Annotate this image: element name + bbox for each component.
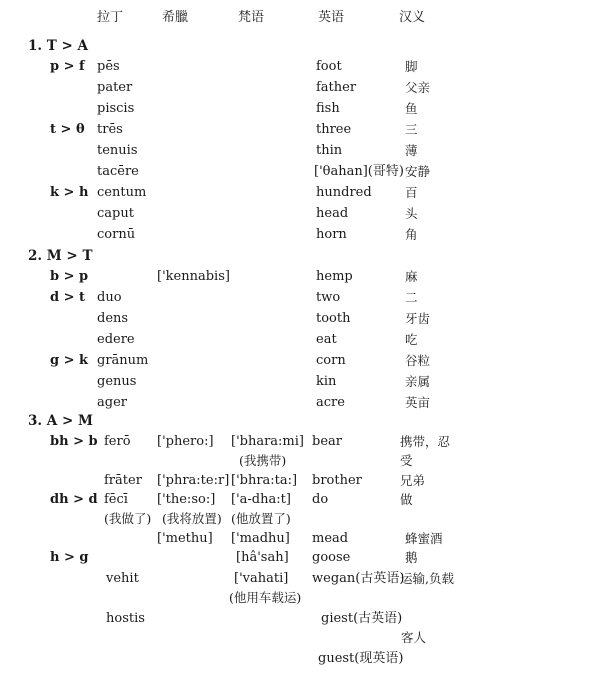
rule-label: t > θ (50, 122, 85, 137)
section-title: 1. T > A (28, 38, 89, 54)
greek-gloss: (我将放置) (162, 511, 222, 526)
greek-word: ['kennabis] (157, 269, 230, 284)
english-word: goose (312, 550, 351, 565)
latin-gloss: (我做了) (104, 511, 152, 526)
english-word: mead (312, 531, 349, 546)
english-word: ['θahan](哥特) (314, 164, 404, 179)
latin-word: frāter (104, 473, 142, 488)
header-latin: 拉丁 (97, 10, 124, 25)
chinese-meaning: 薄 (405, 143, 418, 158)
english-word: kin (316, 374, 337, 389)
latin-word: dens (97, 311, 129, 326)
chinese-meaning: 亲属 (405, 374, 431, 389)
chinese-meaning: 二 (405, 290, 418, 305)
english-word: foot (316, 59, 342, 74)
latin-word: centum (97, 185, 147, 200)
latin-word: cornū (97, 227, 136, 242)
sanskrit-word: ['bhra:ta:] (231, 473, 298, 488)
chinese-meaning: 安静 (405, 164, 431, 179)
chinese-meaning: 麻 (405, 269, 418, 284)
rule-label: h > g (50, 550, 89, 565)
english-word: tooth (316, 311, 351, 326)
english-word: acre (316, 395, 345, 410)
chinese-meaning: 客人 (401, 630, 427, 645)
sanskrit-gloss: (他用车载运) (229, 590, 302, 605)
section-title: 3. A > M (28, 413, 93, 429)
rule-label: g > k (50, 353, 89, 368)
english-word: corn (316, 353, 346, 368)
latin-word: genus (97, 374, 137, 389)
latin-word: vehit (106, 571, 139, 586)
header-english: 英语 (318, 10, 345, 25)
greek-word: ['phero:] (157, 434, 214, 449)
chinese-meaning: 鹅 (405, 550, 418, 565)
latin-word: hostis (106, 611, 145, 626)
latin-word: tacēre (97, 164, 139, 179)
chinese-meaning: 鱼 (405, 101, 418, 116)
latin-word: duo (97, 290, 122, 305)
latin-word: fēcī (104, 492, 128, 507)
section-title: 2. M > T (28, 248, 93, 264)
chinese-meaning: 牙齿 (405, 311, 431, 326)
english-word: wegan(古英语) (312, 571, 405, 586)
rule-label: dh > d (50, 492, 98, 507)
english-word: bear (312, 434, 342, 449)
chinese-meaning: 百 (405, 185, 418, 200)
rule-label: p > f (50, 59, 85, 74)
latin-word: ager (97, 395, 127, 410)
sanskrit-gloss: (他放置了) (231, 511, 291, 526)
english-word: father (316, 80, 357, 95)
greek-word: ['methu] (157, 531, 213, 546)
rule-label: b > p (50, 269, 89, 284)
latin-word: ferō (104, 434, 131, 449)
latin-word: piscis (97, 101, 135, 116)
rule-label: bh > b (50, 434, 98, 449)
english-word: horn (316, 227, 347, 242)
chinese-meaning: 运输,负载 (400, 571, 454, 586)
rule-label: k > h (50, 185, 89, 200)
chinese-meaning: 吃 (405, 332, 418, 347)
chinese-meaning: 头 (405, 206, 418, 221)
chinese-meaning: 蜂蜜酒 (405, 531, 443, 546)
chinese-meaning: 做 (400, 492, 413, 507)
chinese-meaning: 谷粒 (405, 353, 431, 368)
greek-word: ['the:so:] (157, 492, 216, 507)
latin-word: grānum (97, 353, 149, 368)
english-word: eat (316, 332, 337, 347)
header-greek: 希臘 (162, 10, 189, 25)
latin-word: caput (97, 206, 134, 221)
english-word: fish (316, 101, 340, 116)
sanskrit-word: ['madhu] (231, 531, 290, 546)
english-word: hemp (316, 269, 353, 284)
latin-word: edere (97, 332, 135, 347)
english-word: two (316, 290, 341, 305)
header-sanskrit: 梵语 (238, 10, 265, 25)
english-word: do (312, 492, 329, 507)
sanskrit-word: ['vahati] (234, 571, 289, 586)
chinese-meaning: 三 (405, 122, 418, 137)
greek-word: ['phra:te:r] (157, 473, 230, 488)
latin-word: pēs (97, 59, 120, 74)
chinese-meaning: 脚 (405, 59, 418, 74)
latin-word: tenuis (97, 143, 138, 158)
sanskrit-gloss: (我携带) (239, 453, 287, 468)
english-word: thin (316, 143, 343, 158)
latin-word: trēs (97, 122, 123, 137)
english-word: giest(古英语) (321, 611, 403, 626)
sanskrit-word: ['a-dha:t] (231, 492, 291, 507)
chinese-meaning: 英亩 (405, 395, 431, 410)
english-word: brother (312, 473, 362, 488)
rule-label: d > t (50, 290, 86, 305)
chinese-meaning: 父亲 (405, 80, 431, 95)
english-word: head (316, 206, 349, 221)
english-word: guest(现英语) (318, 651, 404, 666)
latin-word: pater (97, 80, 133, 95)
chinese-meaning: 兄弟 (400, 473, 426, 488)
sanskrit-word: ['bhara:mi] (231, 434, 304, 449)
header-chinese: 汉义 (399, 10, 426, 25)
sanskrit-word: [hâ'sah] (236, 550, 289, 565)
chinese-meaning: 携带，忍 (400, 434, 451, 449)
chinese-meaning: 角 (405, 227, 418, 242)
english-word: three (316, 122, 352, 137)
english-word: hundred (316, 185, 372, 200)
chinese-meaning: 受 (400, 453, 413, 468)
